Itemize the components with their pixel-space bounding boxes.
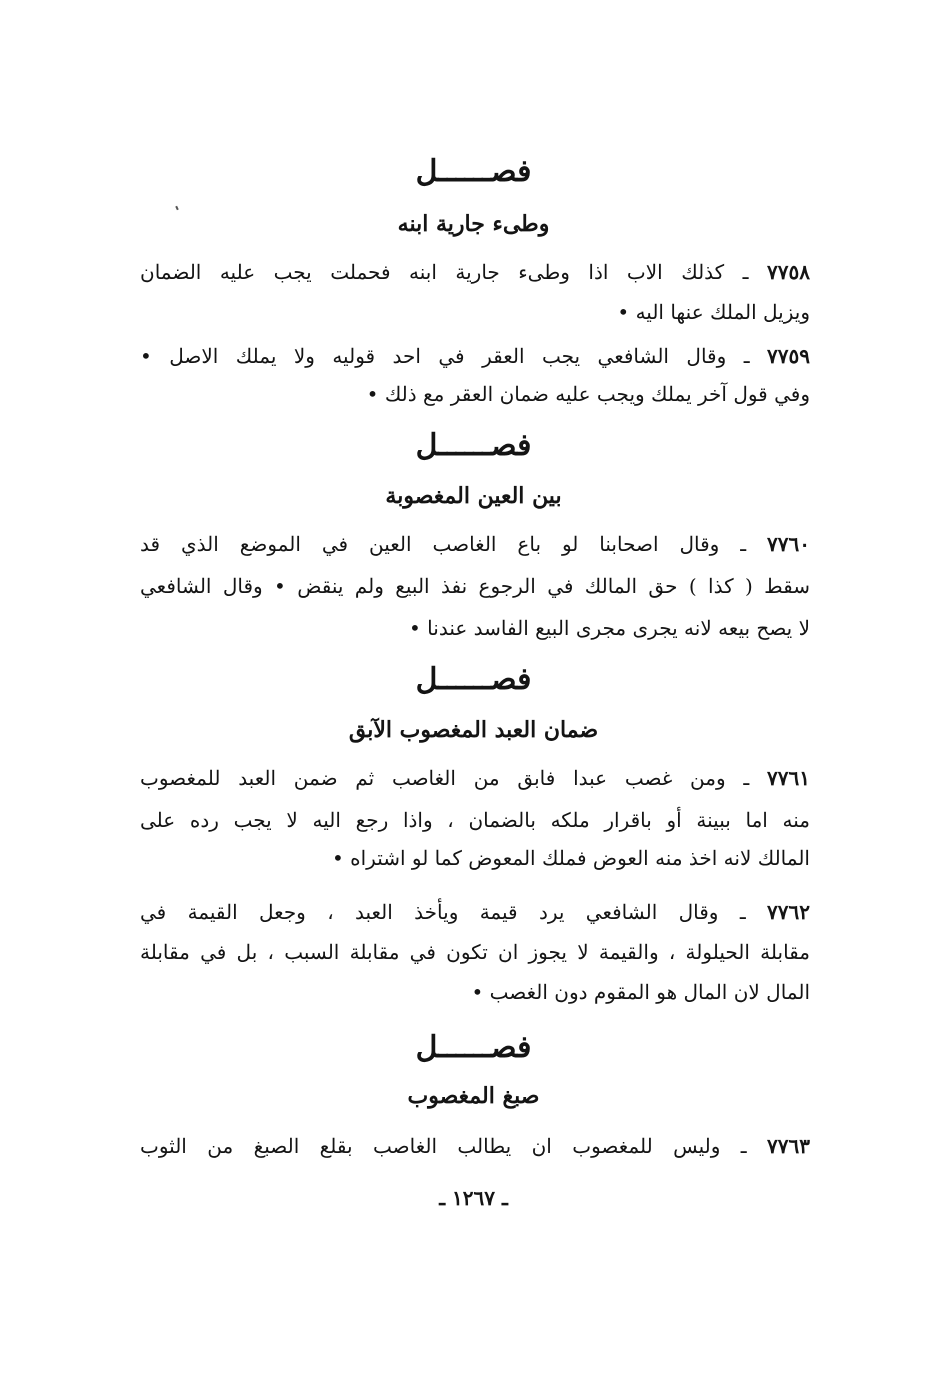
paragraph-number: ٧٧٦٠ xyxy=(767,532,810,556)
section-title: صبغ المغصوب xyxy=(407,1083,540,1109)
paragraph-text: ـ كذلك الاب اذا وطىء جارية ابنه فحملت يجب عليه الضمان xyxy=(140,260,749,284)
page-number: ـ ١٢٦٧ ـ xyxy=(439,1186,508,1210)
paragraph-line: وفي قول آخر يملك ويجب عليه ضمان العقر مع ذلك • xyxy=(366,382,810,406)
paragraph-line xyxy=(140,336,810,376)
paragraph-line xyxy=(140,524,810,564)
paragraph-number: ٧٧٥٨ xyxy=(767,260,810,284)
paragraph-text: ـ وقال الشافعي يرد قيمة ويأخذ العبد ، وجعل القيمة في xyxy=(140,900,746,924)
section-heading-fasl: فصــــــل xyxy=(415,662,532,697)
paragraph-text: ـ وقال الشافعي يجب العقر في احد قوليه ولا يملك الاصل • xyxy=(140,344,750,368)
paragraph-line xyxy=(140,892,810,932)
paragraph-number: ٧٧٦٢ xyxy=(767,900,810,924)
paragraph-line: المالك لانه اخذ منه العوض فملك المعوض كما لو اشتراه • xyxy=(331,846,810,870)
paragraph-number: ٧٧٥٩ xyxy=(767,344,810,368)
paragraph-line: سقط ( كذا ) حق المالك في الرجوع نفذ البيع ولم ينقض • وقال الشافعي xyxy=(140,574,810,598)
section-title: ضمان العبد المغصوب الآبق xyxy=(348,717,599,743)
section-heading-fasl: فصــــــل xyxy=(415,1030,532,1065)
section-heading-fasl: فصــــــل xyxy=(415,428,532,463)
paragraph-text: ـ وليس للمغصوب ان يطالب الغاصب بقلع الصبغ من الثوب xyxy=(140,1134,747,1158)
paragraph-line: مقابلة الحيلولة ، والقيمة لا يجوز ان تكون في مقابلة السبب ، بل في مقابلة xyxy=(140,940,810,964)
paragraph-line: لا يصح بيعه لانه يجرى مجرى البيع الفاسد عندنا • xyxy=(409,616,810,640)
section-title: وطىء جارية ابنه xyxy=(397,211,550,237)
section-title: بين العين المغصوبة xyxy=(385,483,562,509)
paragraph-line: منه اما ببينة أو باقرار ملكه بالضمان ، واذا رجع اليه لا يجب رده على xyxy=(140,808,810,832)
paragraph-text: ـ ومن غصب عبدا فابق من الغاصب ثم ضمن العبد للمغصوب xyxy=(140,766,750,790)
paragraph-number: ٧٧٦٣ xyxy=(767,1134,810,1158)
paragraph-number: ٧٧٦١ xyxy=(767,766,810,790)
paragraph-line xyxy=(140,1126,810,1166)
paragraph-line xyxy=(140,252,810,292)
section-heading-fasl: فصــــــل xyxy=(415,154,532,189)
paragraph-line: ويزيل الملك عنها اليه • xyxy=(617,300,810,324)
paragraph-text: ـ وقال اصحابنا لو باع الغاصب العين في الموضع الذي قد xyxy=(140,532,747,556)
paragraph-line xyxy=(140,758,810,798)
paragraph-line: المال لان المال هو المقوم دون الغصب • xyxy=(471,980,810,1004)
